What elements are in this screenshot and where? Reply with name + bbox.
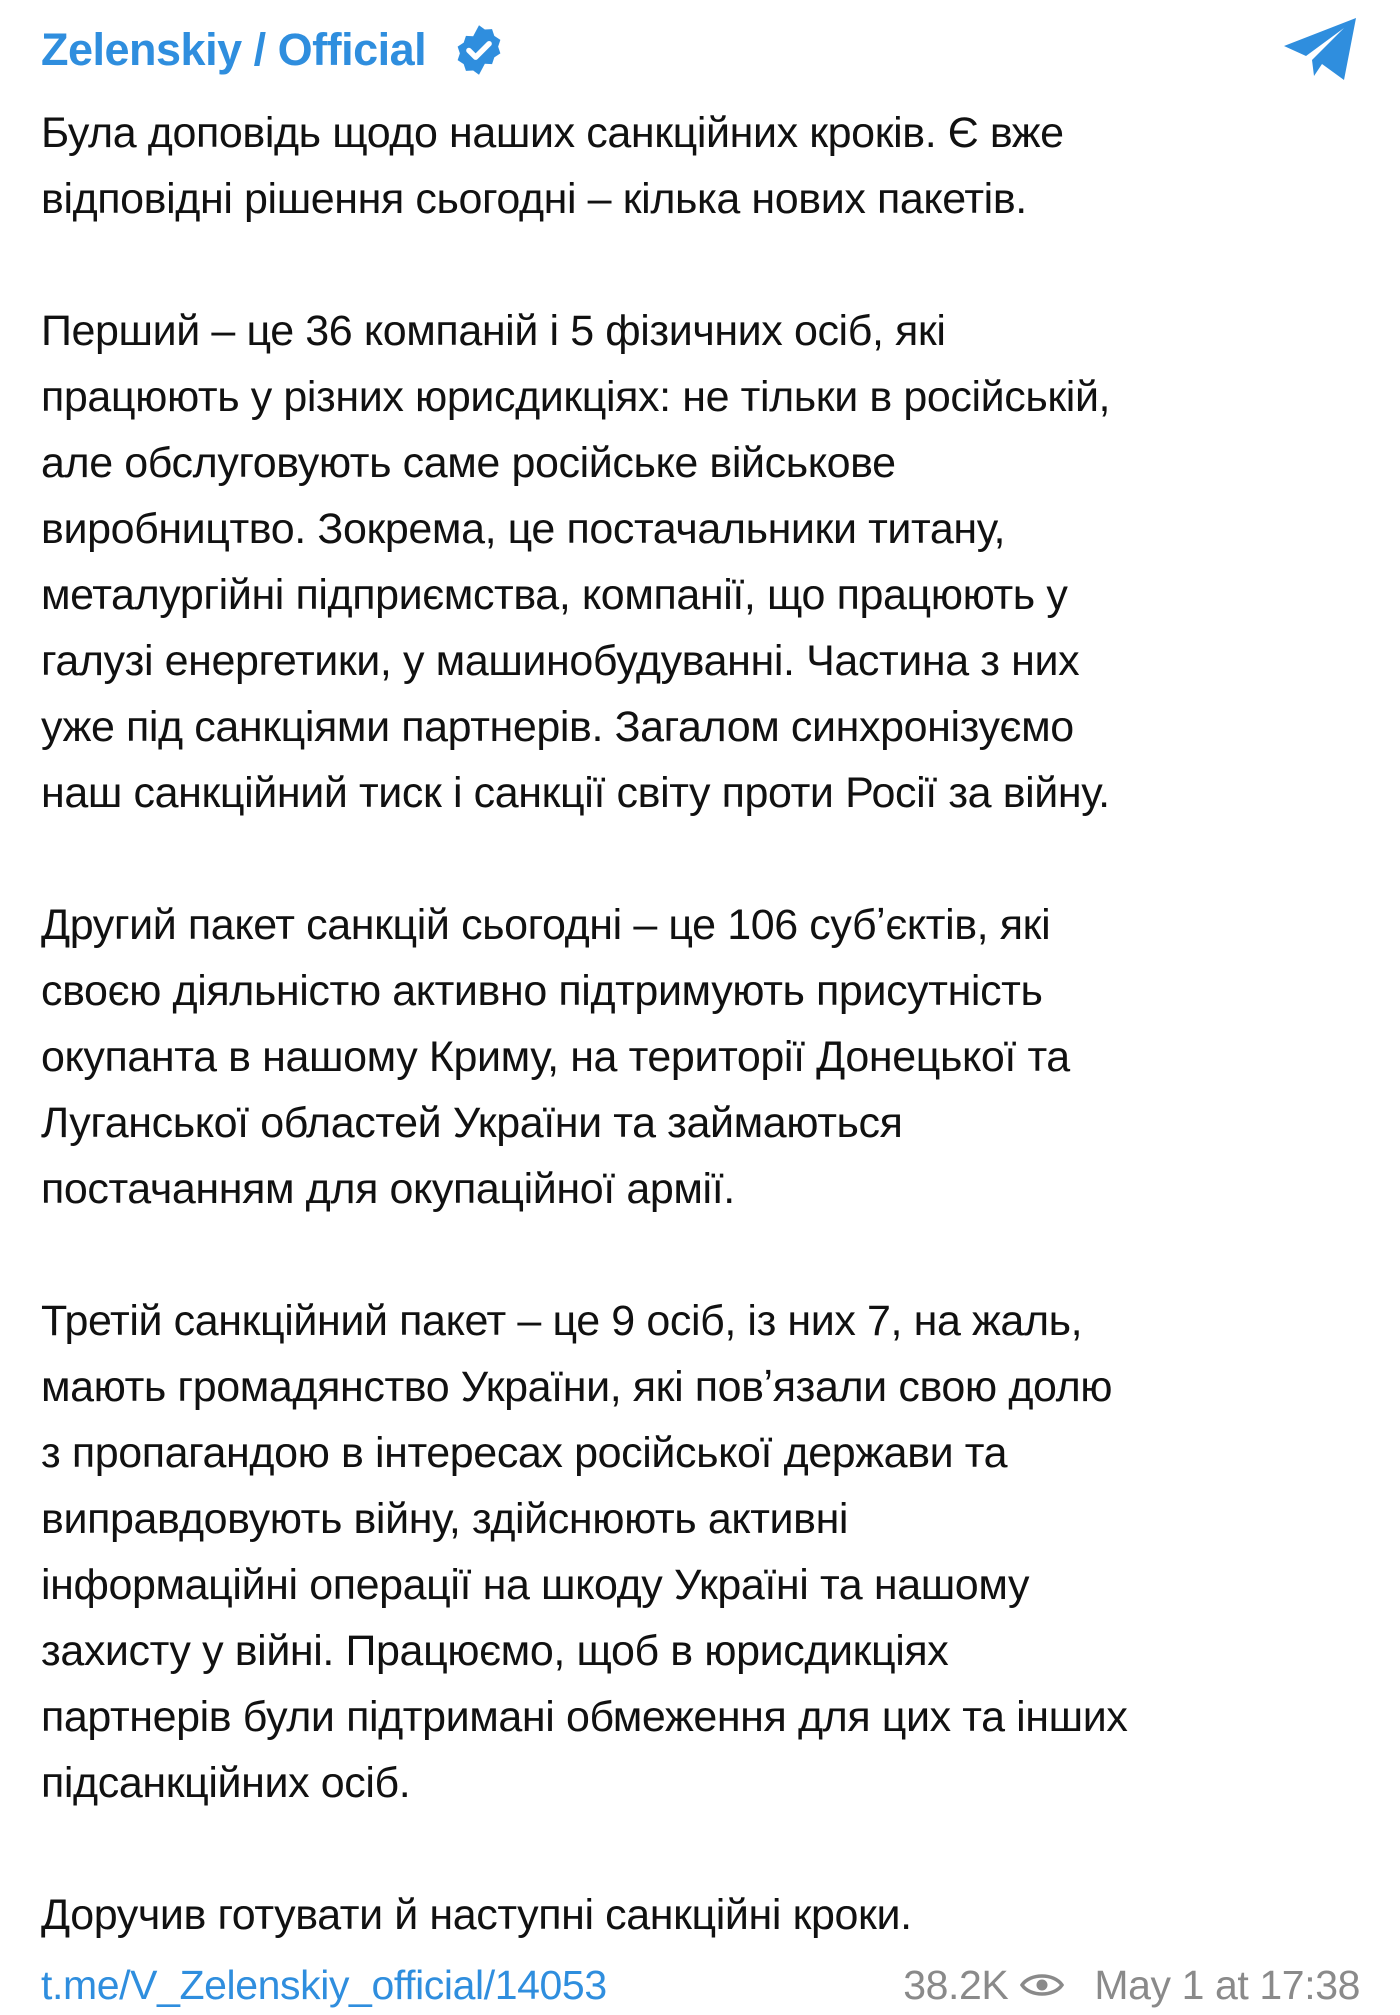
message-line: виробництво. Зокрема, це постачальники титану, [41, 505, 1006, 553]
message-line: відповідні рішення сьогодні – кілька нових пакетів. [41, 175, 1027, 223]
message-line: виправдовують війну, здійснюють активні [41, 1495, 849, 1543]
post-link[interactable]: t.me/V_Zelenskiy_official/14053 [41, 1961, 607, 2008]
message-line: Доручив готувати й наступні санкційні кроки. [41, 1891, 912, 1939]
message-paragraph [41, 100, 1381, 232]
message-line: Перший – це 36 компаній і 5 фізичних осіб, які [41, 307, 946, 355]
message-line: наш санкційний тиск і санкції світу проти Росії за війну. [41, 769, 1110, 817]
message-paragraph [41, 298, 1381, 826]
message-paragraph [41, 892, 1381, 1222]
message-line: Другий пакет санкцій сьогодні – це 106 субʼєктів, які [41, 901, 1051, 949]
channel-header [41, 18, 506, 82]
verified-badge-icon [452, 23, 506, 77]
message-line: своєю діяльністю активно підтримують присутність [41, 967, 1043, 1015]
message-line: мають громадянство України, які повʼязали свою долю [41, 1363, 1113, 1411]
message-line: Була доповідь щодо наших санкційних кроків. Є вже [41, 109, 1064, 157]
message-footer [41, 1955, 1360, 2015]
message-line: партнерів були підтримані обмеження для цих та інших [41, 1693, 1128, 1741]
message-line: Третій санкційний пакет – це 9 осіб, із них 7, на жаль, [41, 1297, 1083, 1345]
message-line: металургійні підприємства, компанії, що працюють у [41, 571, 1068, 619]
message-line: але обслуговують саме російське військове [41, 439, 896, 487]
message-line: працюють у різних юрисдикціях: не тільки в російській, [41, 373, 1111, 421]
view-count: 38.2K [903, 1961, 1009, 2008]
message-line: Луганської областей України та займаються [41, 1099, 903, 1147]
eye-icon [1020, 1970, 1064, 2000]
message-line: постачанням для окупаційної армії. [41, 1165, 735, 1213]
message-line: захисту у війні. Працюємо, щоб в юрисдикціях [41, 1627, 949, 1675]
message-paragraph [41, 1882, 1381, 1948]
channel-title-link[interactable]: Zelenskiy / Official [41, 24, 427, 75]
message-line: галузі енергетики, у машинобудуванні. Частина з них [41, 637, 1080, 685]
message-text [41, 100, 1381, 1948]
message-line: підсанкційних осіб. [41, 1759, 411, 1807]
telegram-icon[interactable] [1280, 14, 1360, 84]
post-meta [903, 1962, 1360, 2009]
post-timestamp: May 1 at 17:38 [1094, 1961, 1360, 2008]
message-line: окупанта в нашому Криму, на території Донецької та [41, 1033, 1070, 1081]
message-paragraph [41, 1288, 1381, 1816]
message-line: уже під санкціями партнерів. Загалом синхронізуємо [41, 703, 1074, 751]
message-line: з пропагандою в інтересах російської держави та [41, 1429, 1008, 1477]
message-line: інформаційні операції на шкоду Україні та нашому [41, 1561, 1030, 1609]
